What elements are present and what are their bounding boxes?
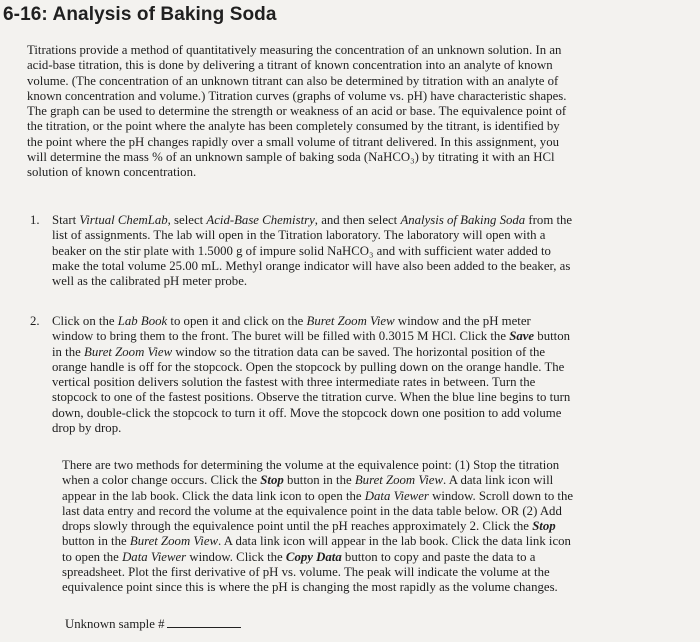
unknown-sample-label: Unknown sample # <box>65 617 165 631</box>
page-title: 6-16: Analysis of Baking Soda <box>3 4 277 25</box>
intro-line: solution of known concentration. <box>27 165 197 180</box>
step-2-line: orange handle is off for the stopcock. Open the stopcock by pulling down on the orange handle. The <box>52 359 565 374</box>
intro-paragraph <box>27 43 566 181</box>
intro-line: the point where the pH changes rapidly over a small volume of titrant delivered. In this assignment, you <box>27 134 560 149</box>
intro-line: acid-base titration, this is done by delivering a titrant of known concentration into an analyte of known <box>27 58 553 73</box>
methods-line: to open the Data Viewer window. Click the Copy Data button to copy and paste the data to a <box>62 549 536 564</box>
methods-paragraph <box>62 458 573 596</box>
intro-line: volume. (The concentration of an unknown titrant can also be determined by titration with an analyte of <box>27 73 559 88</box>
step-1-line: well as the calibrated pH meter probe. <box>52 274 248 289</box>
step-1-line: list of assignments. The lab will open in the Titration laboratory. The laboratory will open with a <box>52 228 546 243</box>
intro-line: Titrations provide a method of quantitatively measuring the concentration of an unknown solution. In an <box>27 43 562 57</box>
step-1-text <box>52 213 572 289</box>
intro-line: the titration, or the point where the analyte has been completely consumed by the titrant, is identified by <box>27 119 560 134</box>
intro-line: known concentration and volume.) Titration curves (graphs of volume vs. pH) have characteristic shapes. <box>27 88 567 103</box>
methods-line: equivalence point since this is where the pH is changing the most rapidly as the volume changes. <box>62 580 558 595</box>
step-2-line: Click on the Lab Book to open it and click on the Buret Zoom View window and the pH meter <box>52 314 531 328</box>
step-2-line: drop by drop. <box>52 421 122 436</box>
methods-line: last data entry and record the volume at the equivalence point in the data table below. OR (2) Add <box>62 503 562 518</box>
methods-line: button in the Buret Zoom View. A data link icon will appear in the lab book. Click the data link icon <box>62 534 571 549</box>
step-2-line: window to bring them to the front. The buret will be filled with 0.3015 M HCl. Click the Save button <box>52 329 570 344</box>
methods-line: spreadsheet. Plot the first derivative of pH vs. volume. The peak will indicate the volume at the <box>62 565 550 580</box>
step-2-number: 2. <box>30 314 40 328</box>
methods-line: when a color change occurs. Click the Stop button in the Buret Zoom View. A data link icon will <box>62 473 554 488</box>
intro-line: The graph can be used to determine the strength or weakness of an acid or base. The equivalence point of <box>27 104 567 119</box>
intro-line: will determine the mass % of an unknown sample of baking soda (NaHCO₃) by titrating it with an HCl <box>27 150 555 165</box>
unknown-sample-blank[interactable] <box>167 616 241 628</box>
step-2-line: in the Buret Zoom View window so the titration data can be saved. The horizontal position of the <box>52 344 546 359</box>
step-1-number: 1. <box>30 213 40 227</box>
methods-line: appear in the lab book. Click the data link icon to open the Data Viewer window. Scroll down to the <box>62 488 574 503</box>
unknown-sample-field <box>65 616 241 632</box>
step-2-line: down, double-click the stopcock to turn it off. Move the stopcock down one position to add volume <box>52 405 562 420</box>
methods-line: There are two methods for determining the volume at the equivalence point: (1) Stop the titration <box>62 458 560 472</box>
step-1-line: beaker on the stir plate with 1.5000 g of impure solid NaHCO₃ and with sufficient water added to <box>52 243 551 258</box>
step-2-line: stopcock to one of the fastest positions. Observe the titration curve. When the blue line begins to turn <box>52 390 571 405</box>
step-1-line: Start Virtual ChemLab, select Acid-Base Chemistry, and then select Analysis of Baking Soda from the <box>52 213 573 227</box>
step-2-line: vertical position delivers solution the fastest with three intermediate rates in between. Turn the <box>52 375 536 390</box>
methods-line: drops slowly through the equivalence point until the pH reaches approximately 2. Click the Stop <box>62 519 556 534</box>
step-2-text <box>52 314 570 436</box>
step-1-line: make the total volume 25.00 mL. Methyl orange indicator will have also been added to the beaker, as <box>52 258 571 273</box>
